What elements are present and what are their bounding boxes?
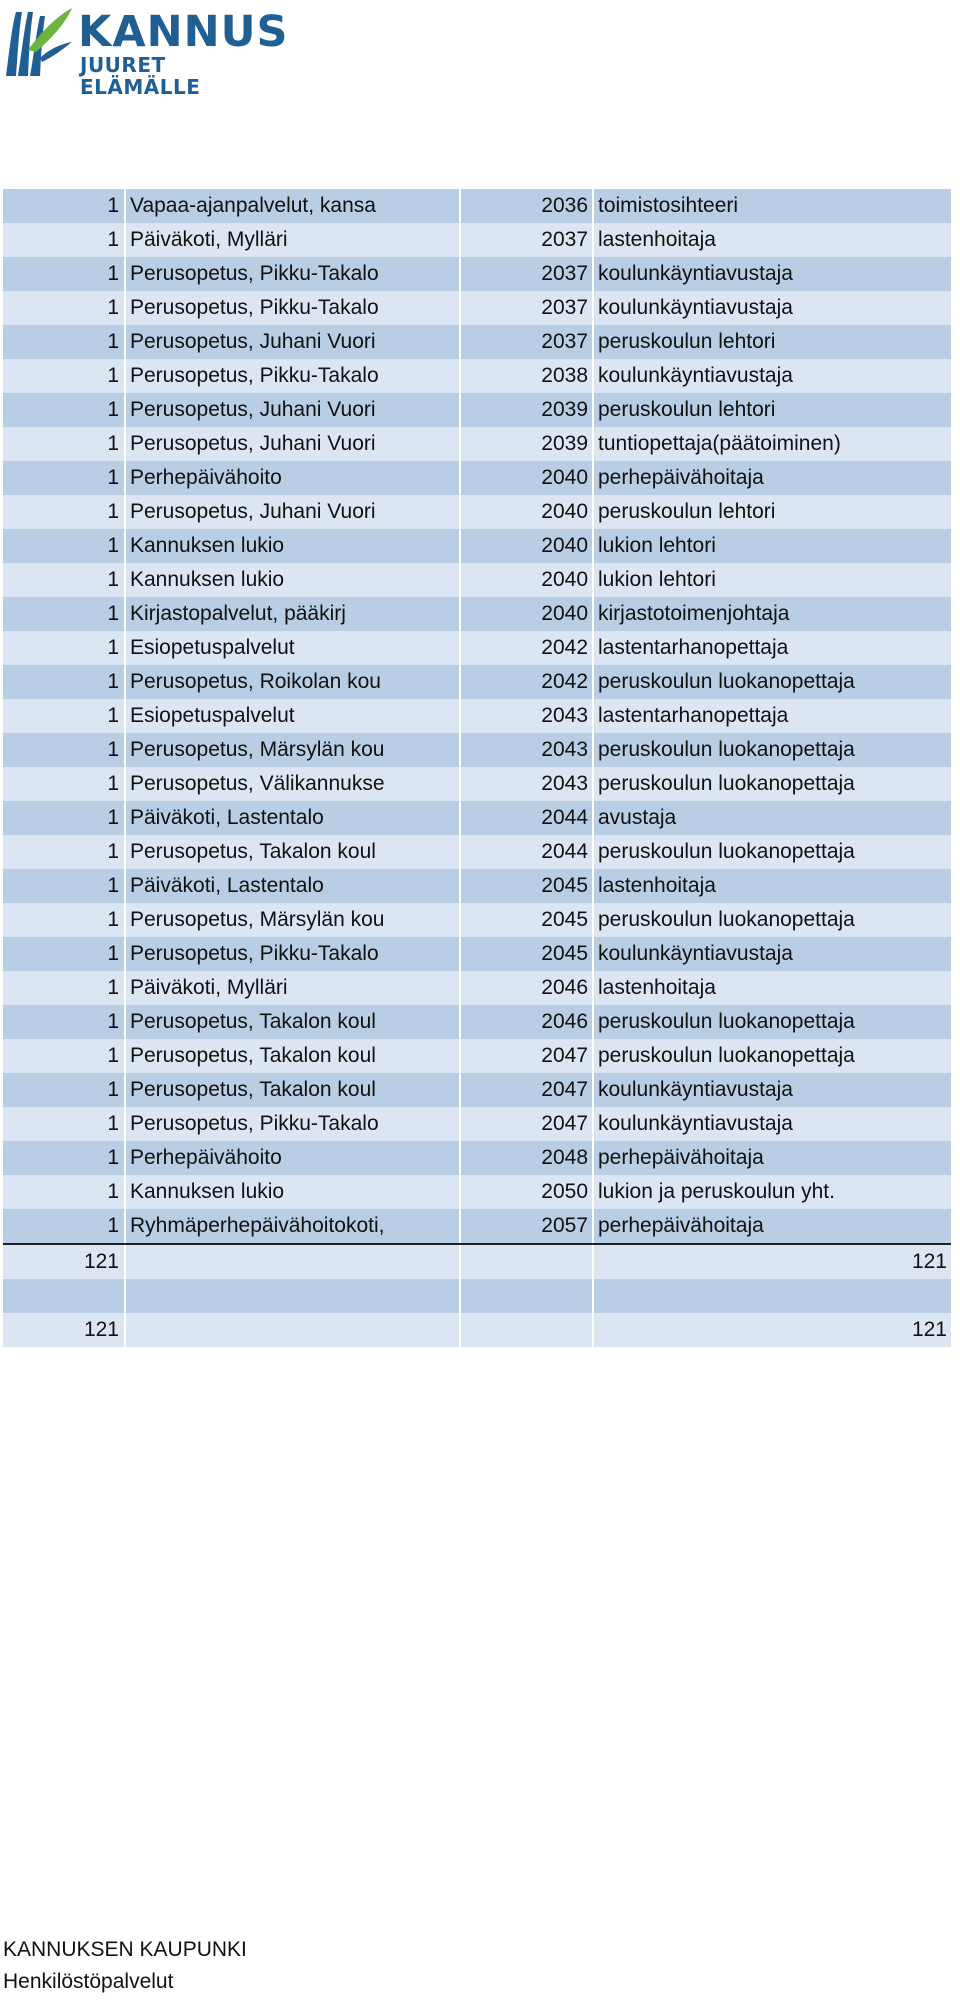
row-count: 1 — [3, 427, 126, 461]
row-year: 2040 — [461, 529, 594, 563]
table-row — [3, 359, 951, 393]
footer-city: KANNUKSEN KAUPUNKI — [3, 1938, 247, 1961]
row-title: peruskoulun luokanopettaja — [598, 1044, 855, 1067]
row-count: 1 — [3, 529, 126, 563]
row-unit: Perusopetus, Juhani Vuori — [126, 325, 461, 359]
table-row — [3, 1141, 951, 1175]
row-title: peruskoulun luokanopettaja — [598, 840, 855, 863]
row-year: 2048 — [461, 1141, 594, 1175]
row-year: 2040 — [461, 461, 594, 495]
row-title: lukion lehtori — [598, 568, 716, 591]
logo-name: KANNUS — [78, 7, 289, 57]
logo-tagline: JUURET ELÄMÄLLE — [80, 53, 201, 99]
row-unit: Päiväkoti, Lastentalo — [126, 801, 461, 835]
row-count: 1 — [3, 1209, 126, 1243]
row-year: 2042 — [461, 631, 594, 665]
row-count: 1 — [3, 393, 126, 427]
row-title: koulunkäyntiavustaja — [598, 1112, 793, 1135]
table-row — [3, 767, 951, 801]
row-title: peruskoulun luokanopettaja — [598, 670, 855, 693]
row-year: 2046 — [461, 971, 594, 1005]
row-year: 2043 — [461, 767, 594, 801]
row-count: 1 — [3, 495, 126, 529]
row-year: 2037 — [461, 325, 594, 359]
table-row — [3, 495, 951, 529]
row-unit: Perusopetus, Juhani Vuori — [126, 427, 461, 461]
row-year: 2039 — [461, 393, 594, 427]
table-row — [3, 869, 951, 903]
row-unit: Ryhmäperhepäivähoitokoti, — [126, 1209, 461, 1243]
table-row — [3, 835, 951, 869]
table-row — [3, 597, 951, 631]
row-unit: Päiväkoti, Mylläri — [126, 223, 461, 257]
row-title: kirjastotoimenjohtaja — [598, 602, 790, 625]
table-row — [3, 937, 951, 971]
row-year: 2043 — [461, 733, 594, 767]
row-title: perhepäivähoitaja — [598, 1146, 764, 1169]
row-count: 1 — [3, 291, 126, 325]
table-row — [3, 665, 951, 699]
row-unit: Perhepäivähoito — [126, 1141, 461, 1175]
subtotal-row — [3, 1243, 951, 1279]
row-year: 2044 — [461, 835, 594, 869]
row-count: 1 — [3, 665, 126, 699]
table-row — [3, 529, 951, 563]
kannus-logo — [2, 6, 289, 99]
row-unit: Kannuksen lukio — [126, 1175, 461, 1209]
row-title: koulunkäyntiavustaja — [598, 296, 793, 319]
kannus-logo-mark-icon — [2, 6, 74, 78]
row-year: 2044 — [461, 801, 594, 835]
row-title: tuntiopettaja(päätoiminen) — [598, 432, 841, 455]
row-year: 2045 — [461, 869, 594, 903]
row-year: 2050 — [461, 1175, 594, 1209]
row-unit: Perusopetus, Märsylän kou — [126, 733, 461, 767]
row-unit: Perusopetus, Pikku-Takalo — [126, 1107, 461, 1141]
row-count: 1 — [3, 257, 126, 291]
table-row — [3, 699, 951, 733]
subtotal-empty-cell — [461, 1245, 594, 1279]
row-year: 2042 — [461, 665, 594, 699]
table-row — [3, 563, 951, 597]
row-title: lukion ja peruskoulun yht. — [598, 1180, 835, 1203]
row-title: peruskoulun lehtori — [598, 398, 776, 421]
row-year: 2036 — [461, 189, 594, 223]
row-unit: Kannuksen lukio — [126, 529, 461, 563]
table-row — [3, 393, 951, 427]
staff-table — [3, 189, 951, 1347]
row-title: perhepäivähoitaja — [598, 466, 764, 489]
row-year: 2047 — [461, 1039, 594, 1073]
row-title: lastenhoitaja — [598, 228, 716, 251]
row-year: 2040 — [461, 495, 594, 529]
row-year: 2046 — [461, 1005, 594, 1039]
row-count: 1 — [3, 631, 126, 665]
row-title: koulunkäyntiavustaja — [598, 262, 793, 285]
row-count: 1 — [3, 733, 126, 767]
table-row — [3, 189, 951, 223]
row-count: 1 — [3, 1039, 126, 1073]
row-unit: Vapaa-ajanpalvelut, kansa — [126, 189, 461, 223]
table-row — [3, 733, 951, 767]
row-unit: Päiväkoti, Mylläri — [126, 971, 461, 1005]
row-unit: Perusopetus, Pikku-Takalo — [126, 257, 461, 291]
row-title: koulunkäyntiavustaja — [598, 942, 793, 965]
table-row — [3, 427, 951, 461]
table-row — [3, 1107, 951, 1141]
row-year: 2047 — [461, 1073, 594, 1107]
row-count: 1 — [3, 1005, 126, 1039]
row-unit: Esiopetuspalvelut — [126, 631, 461, 665]
row-count: 1 — [3, 699, 126, 733]
row-year: 2037 — [461, 223, 594, 257]
row-title: lastenhoitaja — [598, 874, 716, 897]
grand-total-row — [3, 1313, 951, 1347]
row-year: 2037 — [461, 257, 594, 291]
grand-total-empty-cell — [461, 1313, 594, 1347]
table-row — [3, 257, 951, 291]
row-title: koulunkäyntiavustaja — [598, 1078, 793, 1101]
grand-total-empty-cell — [126, 1313, 461, 1347]
row-count: 1 — [3, 223, 126, 257]
footer-department: Henkilöstöpalvelut — [3, 1970, 174, 1993]
blank-cell — [126, 1279, 461, 1313]
row-unit: Perusopetus, Takalon koul — [126, 835, 461, 869]
row-unit: Perusopetus, Juhani Vuori — [126, 393, 461, 427]
table-row — [3, 325, 951, 359]
row-unit: Perusopetus, Pikku-Takalo — [126, 291, 461, 325]
row-count: 1 — [3, 189, 126, 223]
row-count: 1 — [3, 325, 126, 359]
table-row — [3, 801, 951, 835]
row-unit: Perusopetus, Pikku-Takalo — [126, 359, 461, 393]
row-unit: Kannuksen lukio — [126, 563, 461, 597]
row-unit: Perusopetus, Pikku-Takalo — [126, 937, 461, 971]
row-title: lastentarhanopettaja — [598, 636, 789, 659]
table-row — [3, 461, 951, 495]
subtotal-empty-cell — [126, 1245, 461, 1279]
row-count: 1 — [3, 1073, 126, 1107]
row-title: peruskoulun luokanopettaja — [598, 738, 855, 761]
footer — [3, 1934, 247, 1998]
table-row — [3, 291, 951, 325]
row-title: peruskoulun luokanopettaja — [598, 908, 855, 931]
table-row — [3, 903, 951, 937]
row-unit: Perusopetus, Roikolan kou — [126, 665, 461, 699]
row-title: peruskoulun luokanopettaja — [598, 1010, 855, 1033]
row-title: peruskoulun lehtori — [598, 330, 776, 353]
row-count: 1 — [3, 903, 126, 937]
row-count: 1 — [3, 869, 126, 903]
table-row — [3, 223, 951, 257]
row-count: 1 — [3, 937, 126, 971]
blank-cell — [3, 1279, 126, 1313]
table-row — [3, 971, 951, 1005]
row-unit: Kirjastopalvelut, pääkirj — [126, 597, 461, 631]
row-unit: Perusopetus, Takalon koul — [126, 1039, 461, 1073]
row-unit: Perusopetus, Juhani Vuori — [126, 495, 461, 529]
row-count: 1 — [3, 767, 126, 801]
table-row — [3, 1073, 951, 1107]
row-title: lastentarhanopettaja — [598, 704, 789, 727]
row-count: 1 — [3, 359, 126, 393]
row-unit: Perusopetus, Märsylän kou — [126, 903, 461, 937]
row-title: toimistosihteeri — [598, 194, 739, 217]
row-title: avustaja — [598, 806, 677, 829]
blank-cell — [461, 1279, 594, 1313]
row-year: 2039 — [461, 427, 594, 461]
row-year: 2057 — [461, 1209, 594, 1243]
row-title: peruskoulun luokanopettaja — [598, 772, 855, 795]
row-year: 2047 — [461, 1107, 594, 1141]
table-row — [3, 1209, 951, 1243]
row-unit: Perusopetus, Takalon koul — [126, 1005, 461, 1039]
row-count: 1 — [3, 563, 126, 597]
row-year: 2037 — [461, 291, 594, 325]
row-title: lastenhoitaja — [598, 976, 716, 999]
blank-row — [3, 1279, 951, 1313]
table-row — [3, 631, 951, 665]
row-unit: Perhepäivähoito — [126, 461, 461, 495]
row-title: koulunkäyntiavustaja — [598, 364, 793, 387]
row-year: 2038 — [461, 359, 594, 393]
row-count: 1 — [3, 801, 126, 835]
table-row — [3, 1175, 951, 1209]
row-year: 2045 — [461, 937, 594, 971]
row-count: 1 — [3, 461, 126, 495]
row-unit: Perusopetus, Takalon koul — [126, 1073, 461, 1107]
row-unit: Esiopetuspalvelut — [126, 699, 461, 733]
row-unit: Päiväkoti, Lastentalo — [126, 869, 461, 903]
blank-cell — [594, 1279, 951, 1313]
row-year: 2045 — [461, 903, 594, 937]
row-year: 2040 — [461, 597, 594, 631]
row-year: 2043 — [461, 699, 594, 733]
row-count: 1 — [3, 597, 126, 631]
row-year: 2040 — [461, 563, 594, 597]
row-unit: Perusopetus, Välikannukse — [126, 767, 461, 801]
row-count: 1 — [3, 971, 126, 1005]
row-count: 1 — [3, 1175, 126, 1209]
grand-total-right: 121 — [911, 1318, 947, 1341]
row-title: peruskoulun lehtori — [598, 500, 776, 523]
row-count: 1 — [3, 835, 126, 869]
subtotal-right: 121 — [911, 1250, 947, 1273]
row-count: 1 — [3, 1141, 126, 1175]
row-title: lukion lehtori — [598, 534, 716, 557]
table-row — [3, 1005, 951, 1039]
row-title: perhepäivähoitaja — [598, 1214, 764, 1237]
table-row — [3, 1039, 951, 1073]
row-count: 1 — [3, 1107, 126, 1141]
grand-total-left: 121 — [3, 1313, 126, 1347]
subtotal-left: 121 — [3, 1245, 126, 1279]
